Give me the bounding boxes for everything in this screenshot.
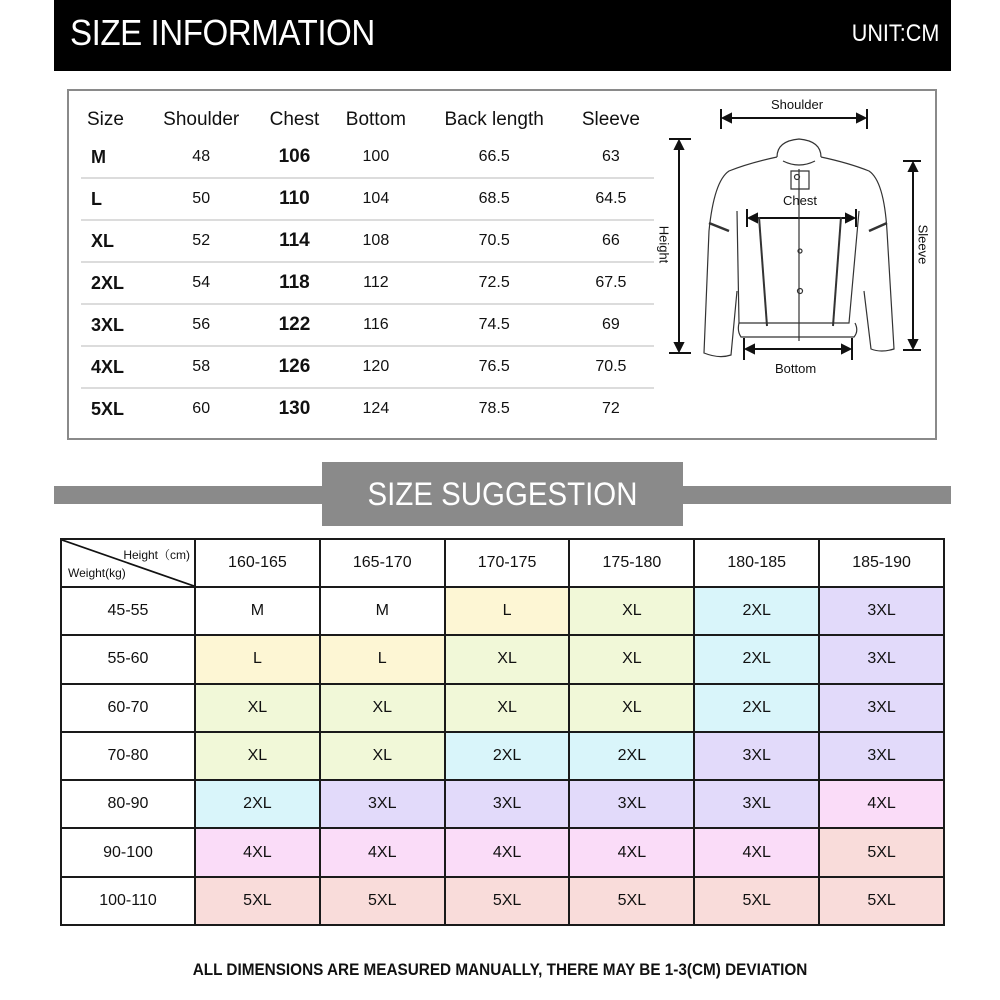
measurement-cell: 122 [258,304,332,346]
suggested-size-cell: 5XL [569,877,694,925]
size-label-cell: 5XL [91,398,125,419]
suggested-size-cell: 2XL [445,732,570,780]
measurement-cell: 70.5 [421,220,568,262]
measurement-cell: 114 [258,220,332,262]
measurement-cell: 52 [145,220,258,262]
size-label-cell: 4XL [81,346,145,388]
suggested-size-cell: 5XL [320,877,445,925]
table-row [61,732,944,780]
weight-range-cell: 90-100 [61,828,195,876]
size-label-cell: L [81,178,145,220]
suggested-size-cell: 2XL [694,684,819,732]
measurement-cell: 116 [331,304,420,346]
measurement-cell: 118 [258,262,332,304]
column-header: Size [87,109,124,130]
table-row [81,346,654,388]
suggested-size-cell: 4XL [320,828,445,876]
measurement-cell: 78.5 [478,400,510,417]
measurement-cell: 50 [145,178,258,220]
suggested-size-cell: M [195,587,320,635]
table-row [81,220,654,262]
weight-range-cell: 45-55 [61,587,195,635]
weight-range-cell: 55-60 [61,635,195,683]
table-row [81,304,654,346]
suggested-size-cell: XL [320,684,445,732]
height-label: Height [656,225,672,264]
suggested-size-cell: 3XL [569,780,694,828]
bottom-label: Bottom [775,361,817,376]
size-label-cell: 3XL [81,304,145,346]
size-label-cell: 2XL [81,262,145,304]
measurement-cell: 72.5 [421,262,568,304]
suggested-size-cell: 3XL [694,732,819,780]
header-bar [54,0,951,71]
measurement-cell: 76.5 [421,346,568,388]
measurement-cell: 60 [192,400,211,417]
suggested-size-cell: 5XL [445,877,570,925]
weight-range-cell: 80-90 [61,780,195,828]
suggested-size-cell: 3XL [819,684,944,732]
weight-axis-label: Weight(kg) [68,566,126,580]
suggested-size-cell: 5XL [195,877,320,925]
measurement-cell: 69 [568,304,654,346]
measurement-cell: 120 [331,346,420,388]
section-title: SIZE SUGGESTION [367,476,638,512]
unit-label: UNIT:CM [851,20,939,47]
suggested-size-cell: 4XL [819,780,944,828]
column-header: Bottom [345,109,406,130]
column-header: Chest [269,109,320,130]
suggested-size-cell: 2XL [694,587,819,635]
measurement-cell: 56 [145,304,258,346]
measurement-cell: 126 [258,346,332,388]
suggested-size-cell: 3XL [819,587,944,635]
table-row [61,780,944,828]
suggested-size-cell: XL [320,732,445,780]
measurement-cell: 64.5 [568,178,654,220]
measurement-cell: 108 [331,220,420,262]
measurement-cell: 68.5 [421,178,568,220]
measurement-cell: 124 [362,400,390,417]
size-label-cell: XL [81,220,145,262]
measurement-cell: 48 [145,137,258,178]
column-header: Sleeve [581,109,640,130]
suggested-size-cell: 3XL [445,780,570,828]
measurement-cell: 104 [331,178,420,220]
chest-label: Chest [783,193,817,208]
measurement-cell: 110 [258,178,332,220]
measurement-cell: 100 [331,137,420,178]
suggested-size-cell: L [320,635,445,683]
weight-range-cell: 70-80 [61,732,195,780]
table-row [61,587,944,635]
suggested-size-cell: L [445,587,570,635]
table-row [81,137,654,178]
measurement-cell: 70.5 [568,346,654,388]
suggested-size-cell: XL [569,587,694,635]
height-range-header: 170-175 [445,539,570,587]
suggested-size-cell: 2XL [195,780,320,828]
table-row [61,828,944,876]
height-header-row [61,539,944,587]
suggested-size-cell: 3XL [819,635,944,683]
measurement-cell: 106 [258,137,332,178]
suggested-size-cell: 4XL [195,828,320,876]
suggested-size-cell: 2XL [569,732,694,780]
height-range-header: 165-170 [320,539,445,587]
suggested-size-cell: 4XL [569,828,694,876]
suggested-size-cell: 3XL [694,780,819,828]
suggested-size-cell: 4XL [445,828,570,876]
suggested-size-cell: 5XL [819,877,944,925]
weight-range-cell: 100-110 [61,877,195,925]
table-row [81,262,654,304]
suggested-size-cell: 5XL [694,877,819,925]
column-header: Shoulder [163,109,240,130]
height-range-header: 175-180 [569,539,694,587]
table-row [81,388,654,429]
jacket-outline-icon [659,91,935,436]
weight-range-cell: 60-70 [61,684,195,732]
table-header-row [81,103,654,137]
suggested-size-cell: XL [195,684,320,732]
suggested-size-cell: L [195,635,320,683]
height-axis-label: Height（cm) [123,548,190,562]
table-row [61,635,944,683]
suggested-size-cell: XL [195,732,320,780]
measurement-disclaimer: ALL DIMENSIONS ARE MEASURED MANUALLY, THERE MAY BE 1-3(CM) DEVIATION [192,960,808,979]
suggested-size-cell: XL [445,684,570,732]
table-row [61,877,944,925]
page-title: SIZE INFORMATION [70,12,375,53]
measurement-cell: 130 [278,398,311,419]
measurement-cell: 67.5 [568,262,654,304]
measurement-cell: 112 [331,262,420,304]
height-range-header: 160-165 [195,539,320,587]
size-suggestion-table [60,538,945,926]
measurement-cell: 66.5 [421,137,568,178]
suggested-size-cell: 2XL [694,635,819,683]
suggested-size-cell: M [320,587,445,635]
sleeve-label: Sleeve [915,224,931,265]
size-measurement-table [81,103,654,429]
column-header: Back length [444,109,544,130]
height-range-header: 185-190 [819,539,944,587]
suggested-size-cell: 5XL [819,828,944,876]
measurement-cell: 63 [568,137,654,178]
measurement-cell: 72 [601,400,620,417]
table-row [61,684,944,732]
suggested-size-cell: XL [445,635,570,683]
suggested-size-cell: 4XL [694,828,819,876]
height-range-header: 180-185 [694,539,819,587]
size-label-cell: M [81,137,145,178]
suggested-size-cell: 3XL [819,732,944,780]
measurement-cell: 58 [145,346,258,388]
measurement-cell: 66 [568,220,654,262]
size-suggestion-banner [322,462,683,526]
suggested-size-cell: XL [569,635,694,683]
corner-header-cell [61,539,195,587]
table-row [81,178,654,220]
suggested-size-cell: 3XL [320,780,445,828]
size-information-panel [67,89,937,440]
jacket-measurement-diagram [656,91,935,436]
shoulder-label: Shoulder [771,97,824,112]
measurement-cell: 74.5 [421,304,568,346]
suggested-size-cell: XL [569,684,694,732]
measurement-cell: 54 [145,262,258,304]
